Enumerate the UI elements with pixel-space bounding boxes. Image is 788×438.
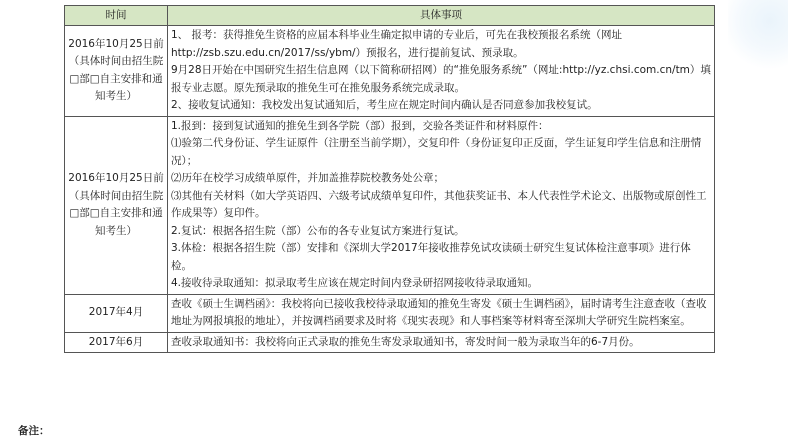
detail-line: ⑵历年在校学习成绩单原件，并加盖推荐院校教务处公章； bbox=[171, 172, 444, 184]
detail-line: 9月28日开始在中国研究生招生信息网（以下简称研招网）的“推免服务系统”（网址:http://yz.chsi.com.cn/tm）填报专业志愿。原先预录取的推免生可在推免服务系统完成录取。 bbox=[171, 64, 711, 94]
detail-line: 4.接收待录取通知：拟录取考生应该在规定时间内登录研招网接收待录取通知。 bbox=[171, 277, 539, 289]
table-row bbox=[65, 116, 715, 294]
detail-line: 2、接收复试通知：我校发出复试通知后，考生应在规定时间内确认是否同意参加我校复试。 bbox=[171, 99, 598, 111]
table-header-row bbox=[65, 6, 715, 26]
row-time: 2016年10月25日前（具体时间由招生院□部□自主安排和通知考生） bbox=[65, 26, 168, 117]
detail-line: 查收《硕士生调档函》：我校将向已接收我校待录取通知的推免生寄发《硕士生调档函》，届时请考生注意查收（查收地址为网报填报的地址），并按调档函要求及时将《现实表现》和人事档案等材料寄至深圳大学研究生院档案室。 bbox=[171, 297, 707, 327]
row-detail bbox=[168, 332, 715, 353]
row-time: 2016年10月25日前（具体时间由招生院□部□自主安排和通知考生） bbox=[65, 116, 168, 294]
detail-line: 1.报到：接到复试通知的推免生到各学院（部）报到，交验各类证件和材料原件： bbox=[171, 119, 549, 132]
row-detail bbox=[168, 26, 715, 117]
table-row bbox=[65, 26, 715, 117]
schedule-table bbox=[64, 5, 715, 353]
table-row bbox=[65, 332, 715, 353]
detail-line: ⑴验第二代身份证、学生证原件（注册至当前学期），交复印件（身份证复印正反面，学生证复印学生信息和注册情况）； bbox=[171, 137, 702, 167]
row-detail bbox=[168, 294, 715, 332]
row-time: 2017年4月 bbox=[65, 294, 168, 332]
header-detail: 具体事项 bbox=[168, 6, 715, 26]
row-time: 2017年6月 bbox=[65, 332, 168, 353]
detail-line: 3.体检：根据各招生院（部）安排和《深圳大学2017年接收推荐免试攻读硕士研究生复试体检注意事项》进行体检。 bbox=[171, 242, 691, 272]
detail-line: 2.复试：根据各招生院（部）公布的各专业复试方案进行复试。 bbox=[171, 224, 465, 237]
header-time: 时间 bbox=[65, 6, 168, 26]
detail-line: 查收录取通知书：我校将向正式录取的推免生寄发录取通知书，寄发时间一般为录取当年的6-7月份。 bbox=[171, 335, 640, 348]
note-label: 备注： bbox=[18, 425, 50, 437]
table-row bbox=[65, 294, 715, 332]
detail-line: ⑶其他有关材料（如大学英语四、六级考试成绩单复印件，其他获奖证书、本人代表性学术论文、出版物或原创性工作成果等）复印件。 bbox=[171, 189, 707, 219]
corner-decoration bbox=[728, 0, 788, 70]
detail-line: 1、 报考：获得推免生资格的应届本科毕业生确定拟申请的专业后，可先在我校预报名系统（网址http://zsb.szu.edu.cn/2017/ss/ybm/）预报名，进行提前复试、预录取。 bbox=[171, 29, 623, 59]
row-detail bbox=[168, 116, 715, 294]
